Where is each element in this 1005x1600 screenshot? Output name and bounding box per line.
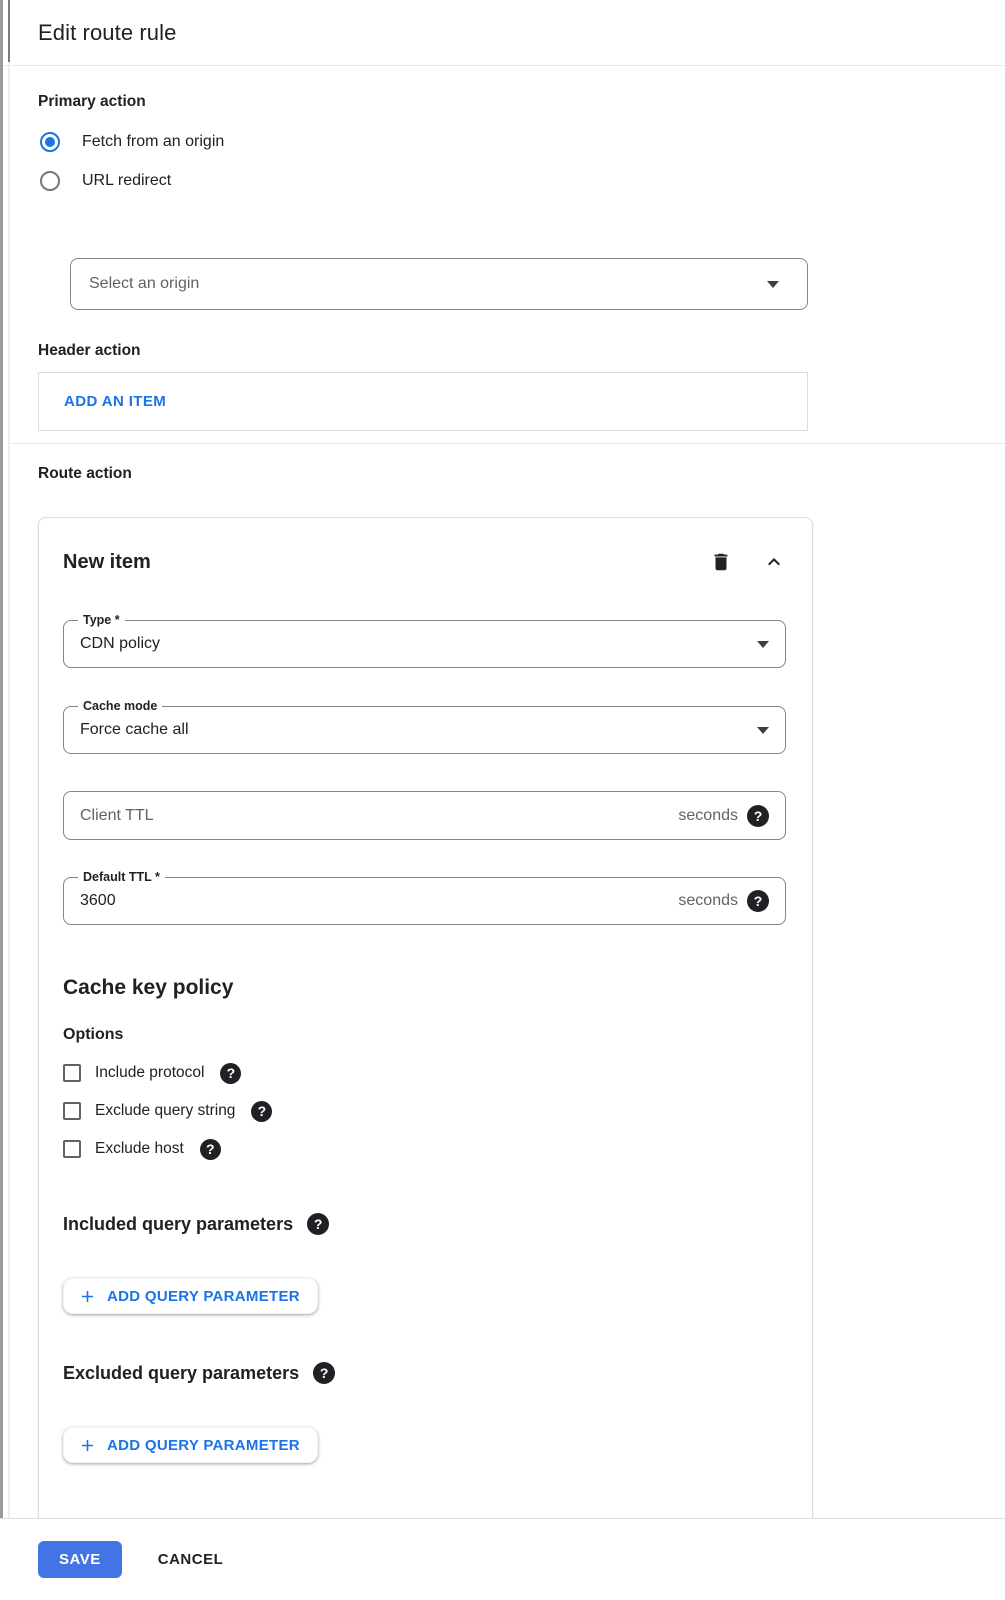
- client-ttl-unit: seconds: [678, 806, 738, 824]
- default-ttl-field: [63, 870, 786, 925]
- header-action-label: Header action: [38, 342, 141, 359]
- radio-selected-icon[interactable]: [40, 132, 60, 152]
- checkbox-row-include-protocol: [63, 1063, 786, 1083]
- scrollbar-track[interactable]: [8, 0, 10, 1518]
- radio-label: URL redirect: [82, 172, 172, 189]
- header-action-items-box: [38, 372, 808, 431]
- help-icon[interactable]: [747, 890, 769, 912]
- cache-mode-field-value: Force cache all: [80, 721, 189, 738]
- plus-icon: [78, 1287, 97, 1306]
- default-ttl-field-label: Default TTL *: [78, 869, 165, 885]
- chevron-up-icon: [762, 550, 786, 574]
- help-icon[interactable]: [313, 1362, 335, 1384]
- trash-icon: [710, 551, 732, 573]
- add-excluded-query-parameter-button[interactable]: ADD QUERY PARAMETER: [63, 1427, 318, 1463]
- radio-option-url-redirect[interactable]: [40, 169, 1005, 193]
- radio-label: Fetch from an origin: [82, 133, 225, 150]
- help-icon[interactable]: [220, 1063, 241, 1084]
- add-an-item-button[interactable]: ADD AN ITEM: [64, 393, 167, 410]
- cache-mode-select-dropdown[interactable]: [63, 699, 786, 754]
- checkbox-label: Include protocol: [95, 1064, 205, 1081]
- collapse-item-button[interactable]: [762, 550, 786, 574]
- checkbox-label: Exclude host: [95, 1140, 184, 1157]
- client-ttl-field: [63, 791, 786, 840]
- type-field-value: CDN policy: [80, 635, 161, 652]
- origin-select-dropdown[interactable]: [70, 258, 808, 310]
- cache-key-policy-title: Cache key policy: [63, 976, 234, 999]
- help-icon[interactable]: [200, 1139, 221, 1160]
- chevron-down-icon: [757, 641, 769, 648]
- section-divider: [8, 443, 1005, 444]
- radio-unselected-icon[interactable]: [40, 171, 60, 191]
- options-label: Options: [63, 1026, 124, 1043]
- new-item-title: New item: [63, 551, 151, 573]
- cancel-button[interactable]: CANCEL: [157, 1551, 224, 1568]
- chevron-down-icon: [757, 727, 769, 734]
- included-query-parameters-heading: [63, 1212, 786, 1236]
- route-action-label: Route action: [38, 465, 132, 482]
- excluded-query-parameters-heading: [63, 1361, 786, 1385]
- help-icon[interactable]: [307, 1213, 329, 1235]
- panel-header: [0, 0, 1005, 66]
- route-action-new-item-card: [38, 517, 813, 1518]
- origin-select-placeholder: Select an origin: [89, 275, 200, 292]
- default-ttl-input[interactable]: [80, 892, 666, 910]
- exclude-host-checkbox[interactable]: [63, 1140, 81, 1158]
- radio-option-fetch-origin[interactable]: [40, 130, 1005, 154]
- add-included-query-parameter-button[interactable]: ADD QUERY PARAMETER: [63, 1278, 318, 1314]
- background-page-edge: [0, 0, 3, 1600]
- primary-action-label: Primary action: [38, 93, 146, 110]
- include-protocol-checkbox[interactable]: [63, 1064, 81, 1082]
- save-button[interactable]: SAVE: [38, 1541, 122, 1578]
- help-icon[interactable]: [747, 805, 769, 827]
- exclude-query-string-checkbox[interactable]: [63, 1102, 81, 1120]
- delete-item-button[interactable]: [709, 550, 733, 574]
- plus-icon: [78, 1436, 97, 1455]
- type-select-dropdown[interactable]: [63, 613, 786, 668]
- default-ttl-unit: seconds: [678, 892, 738, 909]
- included-query-parameters-label: Included query parameters: [63, 1214, 294, 1234]
- cache-mode-field-label: Cache mode: [78, 698, 162, 714]
- type-field-label: Type *: [78, 612, 125, 628]
- chevron-down-icon: [767, 281, 779, 288]
- scrollbar-thumb[interactable]: [8, 0, 10, 62]
- help-icon[interactable]: [251, 1101, 272, 1122]
- excluded-query-parameters-label: Excluded query parameters: [63, 1363, 300, 1383]
- checkbox-row-exclude-host: [63, 1139, 786, 1159]
- client-ttl-input[interactable]: [80, 807, 666, 825]
- checkbox-row-exclude-query-string: [63, 1101, 786, 1121]
- footer-action-bar: [0, 1518, 1005, 1600]
- checkbox-label: Exclude query string: [95, 1102, 236, 1119]
- page-title: Edit route rule: [38, 19, 177, 45]
